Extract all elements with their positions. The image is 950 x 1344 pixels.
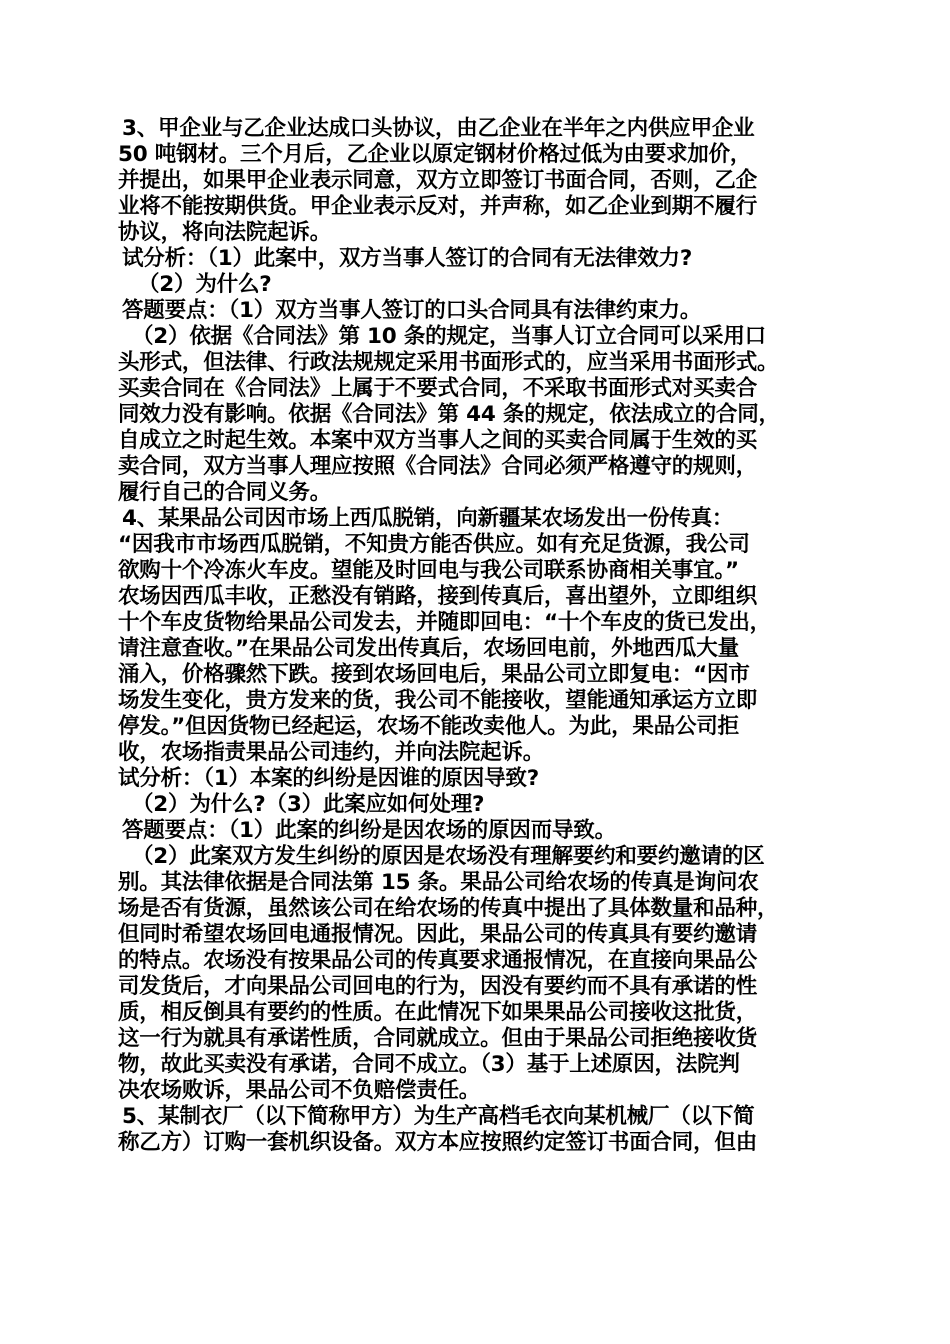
text-line: 十个车皮货物给果品公司发去，并随即回电：“十个车皮的货已发出， — [118, 610, 771, 635]
text-line: 5、某制衣厂（以下简称甲方）为生产高档毛衣向某机械厂（以下简 — [122, 1104, 755, 1129]
text-line: 涌入，价格骤然下跌。接到农场回电后，果品公司立即复电：“因市 — [118, 662, 750, 687]
text-line: 场是否有货源，虽然该公司在给农场的传真中提出了具体数量和品种， — [118, 896, 779, 921]
text-line: 这一行为就具有承诺性质，合同就成立。但由于果品公司拒绝接收货 — [118, 1026, 758, 1051]
text-line: （2）为什么? — [138, 272, 272, 297]
text-line: 答题要点：（1）此案的纠纷是因农场的原因而导致。 — [122, 818, 616, 843]
text-line: 50 吨钢材。三个月后，乙企业以原定钢材价格过低为由要求加价， — [118, 142, 752, 167]
text-line: 的特点。农场没有按果品公司的传真要求通报情况，在直接向果品公 — [118, 948, 758, 973]
text-line: 试分析：（1）本案的纠纷是因谁的原因导致? — [118, 766, 539, 791]
document-body — [118, 116, 850, 1156]
text-line: 同效力没有影响。依据《合同法》第 44 条的规定，依法成立的合同， — [118, 402, 780, 427]
text-line: 请注意查收。”在果品公司发出传真后，农场回电前，外地西瓜大量 — [118, 636, 739, 661]
text-line: 司发货后，才向果品公司回电的行为，因没有要约而不具有承诺的性 — [118, 974, 758, 999]
text-line: （2）为什么?（3）此案应如何处理? — [132, 792, 485, 817]
text-line: 4、某果品公司因市场上西瓜脱销，向新疆某农场发出一份传真： — [122, 506, 734, 531]
text-line: 停发。”但因货物已经起运，农场不能改卖他人。为此，果品公司拒 — [118, 714, 739, 739]
text-line: 欲购十个冷冻火车皮。望能及时回电与我公司联系协商相关事宜。” — [118, 558, 739, 583]
text-line: 协议，将向法院起诉。 — [118, 220, 332, 245]
text-line: 物，故此买卖没有承诺，合同不成立。（3）基于上述原因，法院判 — [118, 1052, 740, 1077]
text-line: 3、甲企业与乙企业达成口头协议，由乙企业在半年之内供应甲企业 — [122, 116, 755, 141]
text-line: 收，农场指责果品公司违约，并向法院起诉。 — [118, 740, 545, 765]
text-line: 农场因西瓜丰收，正愁没有销路，接到传真后，喜出望外，立即组织 — [118, 584, 758, 609]
text-line: 卖合同，双方当事人理应按照《合同法》合同必须严格遵守的规则， — [118, 454, 758, 479]
text-line: 业将不能按期供货。甲企业表示反对，并声称，如乙企业到期不履行 — [118, 194, 758, 219]
text-line: 称乙方）订购一套机织设备。双方本应按照约定签订书面合同，但由 — [118, 1130, 758, 1155]
text-line: 质，相反倒具有要约的性质。在此情况下如果果品公司接收这批货， — [118, 1000, 758, 1025]
text-line: 自成立之时起生效。本案中双方当事人之间的买卖合同属于生效的买 — [118, 428, 758, 453]
text-line: “因我市市场西瓜脱销，不知贵方能否供应。如有充足货源，我公司 — [118, 532, 750, 557]
text-line: 并提出，如果甲企业表示同意，双方立即签订书面合同，否则，乙企 — [118, 168, 758, 193]
text-line: 履行自己的合同义务。 — [118, 480, 332, 505]
text-line: 决农场败诉，果品公司不负赔偿责任。 — [118, 1078, 481, 1103]
text-line: 场发生变化，贵方发来的货，我公司不能接收，望能通知承运方立即 — [118, 688, 758, 713]
text-line: 答题要点：（1）双方当事人签订的口头合同具有法律约束力。 — [122, 298, 702, 323]
text-line: 买卖合同在《合同法》上属于不要式合同，不采取书面形式对买卖合 — [118, 376, 758, 401]
text-line: 但同时希望农场回电通报情况。因此，果品公司的传真具有要约邀请 — [118, 922, 758, 947]
text-line: 别。其法律依据是合同法第 15 条。果品公司给农场的传真是询问农 — [118, 870, 759, 895]
text-line: 试分析：（1）此案中，双方当事人签订的合同有无法律效力? — [122, 246, 693, 271]
text-line: 头形式，但法律、行政法规规定采用书面形式的，应当采用书面形式。 — [118, 350, 779, 375]
text-line: （2）此案双方发生纠纷的原因是农场没有理解要约和要约邀请的区 — [132, 844, 765, 869]
text-line: （2）依据《合同法》第 10 条的规定，当事人订立合同可以采用口 — [132, 324, 766, 349]
